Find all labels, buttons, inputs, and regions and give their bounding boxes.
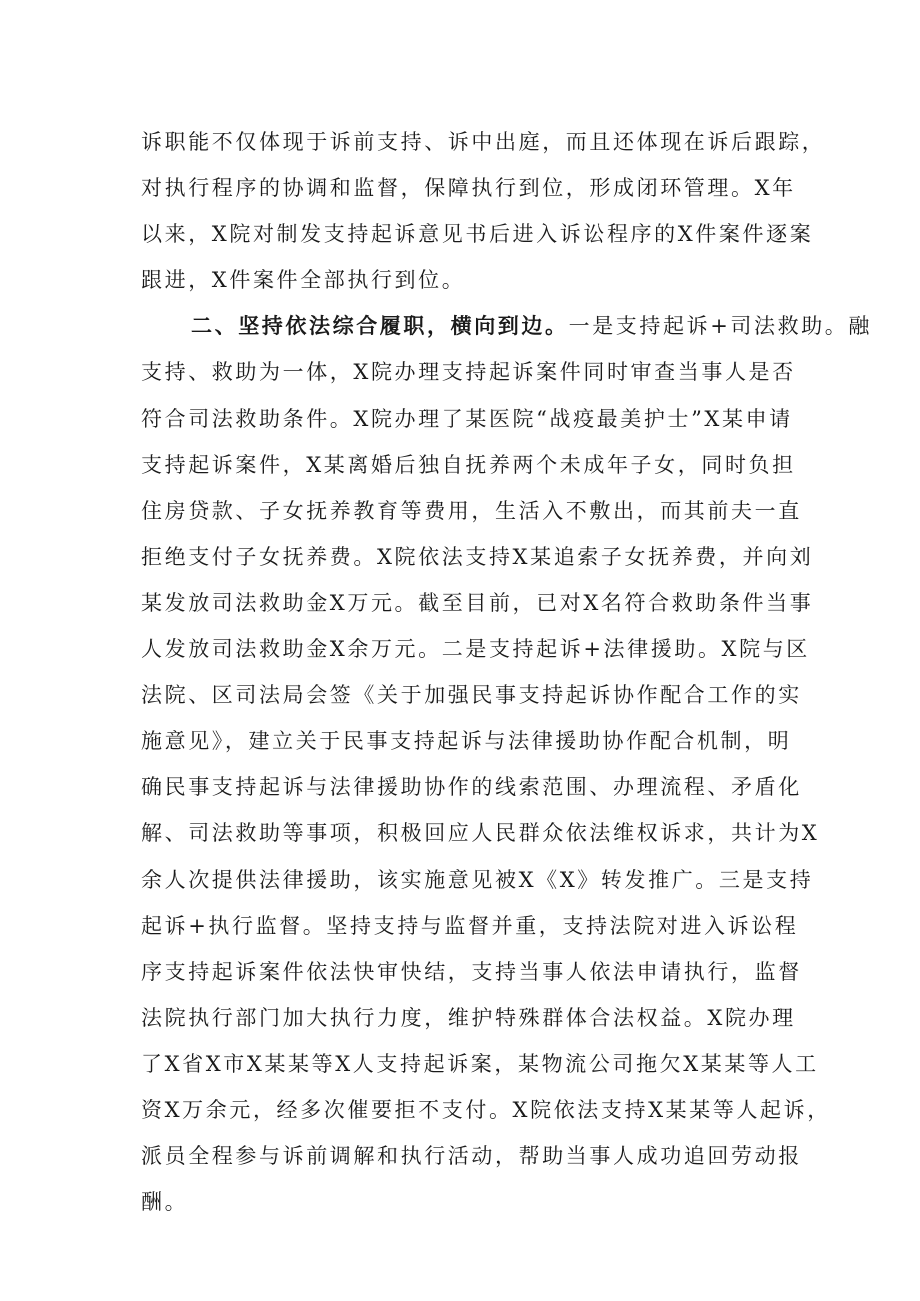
paragraph-first-line <box>141 303 873 349</box>
paragraph-line: 拒绝支付子女抚养费。X院依法支持X某追索子女抚养费，并向刘 <box>141 544 814 569</box>
paragraph-line: 资X万余元，经多次催要拒不支付。X院依法支持X某某等人起诉， <box>141 1097 831 1122</box>
paragraph-line: 了X省X市X某某等X人支持起诉案，某物流公司拖欠X某某等人工 <box>141 1051 819 1076</box>
paragraph-line: 施意见》，建立关于民事支持起诉与法律援助协作配合机制，明 <box>141 729 792 754</box>
paragraph-line: 跟进，X件案件全部执行到位。 <box>141 268 466 293</box>
paragraph-line-text: 一是支持起诉+司法救助。融 <box>568 314 873 339</box>
paragraph-line: 对执行程序的协调和监督，保障执行到位，形成闭环管理。X年 <box>141 176 796 201</box>
paragraph-line: 某发放司法救助金X万元。截至目前，已对X名符合救助条件当事 <box>141 590 814 615</box>
paragraph-line: 确民事支持起诉与法律援助协作的线索范围、办理流程、矛盾化 <box>141 775 802 800</box>
paragraph-line: 住房贷款、子女抚养教育等费用，生活入不敷出，而其前夫一直 <box>141 498 802 523</box>
document-body <box>141 119 873 1225</box>
section-heading: 二、坚持依法综合履职，横向到边。 <box>191 314 569 339</box>
paragraph-line: 序支持起诉案件依法快审快结，支持当事人依法申请执行，监督 <box>141 959 802 984</box>
paragraph-line: 以来，X院对制发支持起诉意见书后进入诉讼程序的X件案件逐案 <box>141 222 814 247</box>
paragraph-follow-up-tracking <box>141 119 826 303</box>
paragraph-line: 支持、救助为一体，X院办理支持起诉案件同时审查当事人是否 <box>141 360 796 385</box>
paragraph-comprehensive-duties <box>141 303 873 1225</box>
paragraph-line: 派员全程参与诉前调解和执行活动，帮助当事人成功追回劳动报 <box>141 1144 802 1169</box>
paragraph-line: 起诉+执行监督。坚持支持与监督并重，支持法院对进入诉讼程 <box>141 913 799 938</box>
paragraph-line: 诉职能不仅体现于诉前支持、诉中出庭，而且还体现在诉后跟踪， <box>141 130 826 154</box>
paragraph-line: 法院、区司法局会签《关于加强民事支持起诉协作配合工作的实 <box>141 683 802 708</box>
paragraph-line: 人发放司法救助金X余万元。二是支持起诉+法律援助。X院与区 <box>141 637 810 662</box>
paragraph-line: 解、司法救助等事项，积极回应人民群众依法维权诉求，共计为X <box>141 821 820 846</box>
paragraph-line: 支持起诉案件，X某离婚后独自抚养两个未成年子女，同时负担 <box>141 452 796 477</box>
paragraph-line: 符合司法救助条件。X院办理了某医院“战疫最美护士”X某申请 <box>141 406 793 431</box>
paragraph-line: 酬。 <box>141 1190 189 1215</box>
paragraph-line: 法院执行部门加大执行力度，维护特殊群体合法权益。X院办理 <box>141 1005 796 1030</box>
paragraph-line: 余人次提供法律援助，该实施意见被X《X》转发推广。三是支持 <box>141 867 814 892</box>
